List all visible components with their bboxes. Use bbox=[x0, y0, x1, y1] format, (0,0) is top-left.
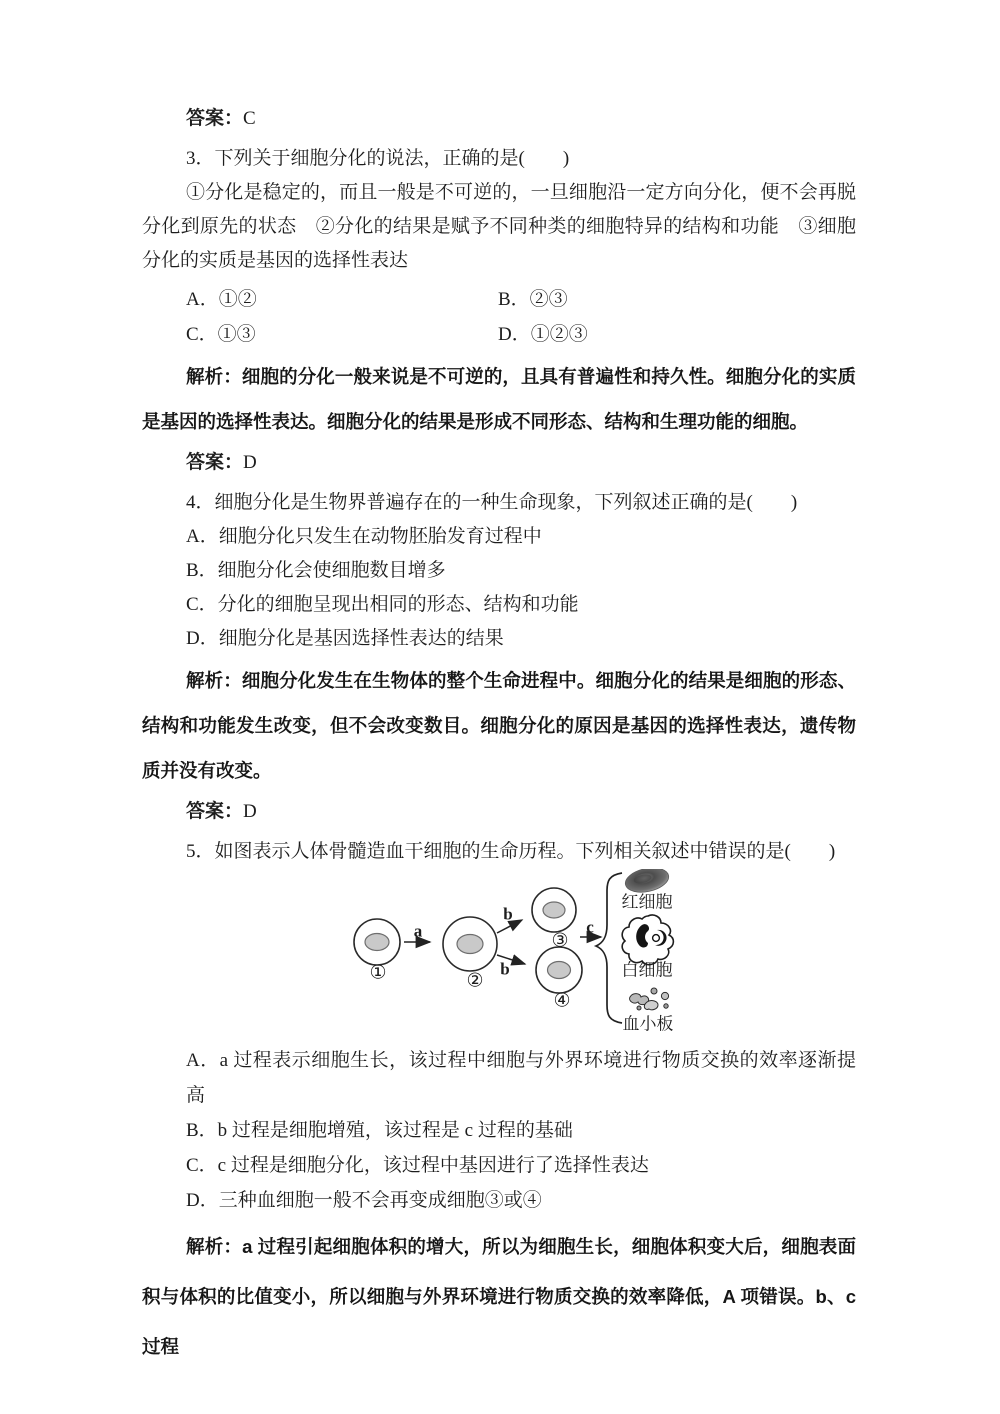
white-blood-cell-label: 白细胞 bbox=[621, 960, 673, 980]
arrow-a-label: a bbox=[413, 921, 423, 941]
q3-option-d: D．①②③ bbox=[498, 324, 588, 345]
answer-label: 答案： bbox=[186, 452, 244, 473]
q5-option-b: B．b 过程是细胞增殖，该过程是 c 过程的基础 bbox=[186, 1120, 573, 1141]
cell-2-number: ② bbox=[466, 970, 484, 992]
q3-option-c: C．①③ bbox=[186, 324, 256, 345]
arrow-c-label: c bbox=[586, 917, 594, 937]
q4-answer-line bbox=[142, 795, 856, 829]
answer-label: 答案： bbox=[186, 108, 244, 129]
q5-option-a: A．a 过程表示细胞生长，该过程中细胞与外界环境进行物质交换的效率逐渐提高 bbox=[186, 1050, 856, 1106]
stem-cell-1-icon bbox=[354, 919, 400, 965]
q5-options bbox=[142, 1043, 856, 1218]
answer-value: D bbox=[243, 801, 257, 822]
prev-answer-line bbox=[142, 102, 856, 136]
q4-stem: 4．细胞分化是生物界普遍存在的一种生命现象，下列叙述正确的是( ) bbox=[186, 492, 798, 513]
analysis-text: 细胞的分化一般来说是不可逆的，且具有普遍性和持久性。细胞分化的实质是基因的选择性表达。细胞分化的结果是形成不同形态、结构和生理功能的细胞。 bbox=[142, 366, 856, 432]
q4-option-c: C．分化的细胞呈现出相同的形态、结构和功能 bbox=[186, 594, 579, 615]
arrow-b-bottom-label: b bbox=[500, 959, 510, 979]
diagram-shapes bbox=[142, 869, 856, 1039]
analysis-text: a 过程引起细胞体积的增大，所以为细胞生长，细胞体积变大后，细胞表面积与体积的比值变小，所以细胞与外界环境进行物质交换的效率降低，A 项错误。b、c 过程 bbox=[142, 1236, 856, 1357]
cell-4-number: ④ bbox=[553, 990, 571, 1012]
q5-analysis bbox=[142, 1222, 856, 1372]
white-blood-cell-icon bbox=[622, 915, 673, 965]
worksheet-content bbox=[142, 100, 856, 1372]
q3-option-a: A．①② bbox=[186, 289, 257, 310]
q3-stem: 3．下列关于细胞分化的说法，正确的是( ) bbox=[186, 148, 570, 169]
q4-option-a: A．细胞分化只发生在动物胚胎发育过程中 bbox=[186, 526, 542, 547]
q5-stem: 5．如图表示人体骨髓造血干细胞的生命历程。下列相关叙述中错误的是( ) bbox=[186, 841, 836, 862]
brace bbox=[596, 873, 622, 1023]
q3-statements: ①分化是稳定的，而且一般是不可逆的，一旦细胞沿一定方向分化，便不会再脱分化到原先的状态 ②分化的结果是赋予不同种类的细胞特异的结构和功能 ③细胞分化的实质是基因的选择性表达 bbox=[142, 182, 856, 271]
q4-analysis bbox=[142, 658, 856, 793]
q3-analysis bbox=[142, 354, 856, 444]
q4-option-b: B．细胞分化会使细胞数目增多 bbox=[186, 560, 446, 581]
analysis-label: 解析： bbox=[186, 670, 242, 691]
q3-option-b: B．②③ bbox=[498, 289, 568, 310]
analysis-text: 细胞分化发生在生物体的整个生命进程中。细胞分化的结果是细胞的形态、结构和功能发生改变，但不会改变数目。细胞分化的原因是基因的选择性表达，遗传物质并没有改变。 bbox=[142, 670, 856, 781]
q3-answer-line bbox=[142, 446, 856, 480]
platelet-label: 血小板 bbox=[622, 1014, 674, 1034]
stem-cell-2-icon bbox=[443, 917, 497, 971]
answer-label: 答案： bbox=[186, 801, 244, 822]
analysis-label: 解析： bbox=[186, 1236, 243, 1257]
cell-1-number: ① bbox=[369, 962, 387, 984]
q5-option-d: D．三种血细胞一般不会再变成细胞③或④ bbox=[186, 1190, 542, 1211]
cell-4-icon bbox=[536, 947, 582, 993]
arrow-b-top-label: b bbox=[503, 904, 513, 924]
cell-3-icon bbox=[532, 888, 576, 932]
cell-3-number: ③ bbox=[551, 930, 569, 952]
platelet-icon bbox=[630, 988, 669, 1010]
answer-value: D bbox=[243, 452, 257, 473]
q5-diagram bbox=[142, 869, 856, 1039]
q5-option-c: C．c 过程是细胞分化，该过程中基因进行了选择性表达 bbox=[186, 1155, 649, 1176]
red-blood-cell-label: 红细胞 bbox=[621, 892, 673, 912]
answer-value: C bbox=[243, 108, 256, 129]
q4-option-d: D．细胞分化是基因选择性表达的结果 bbox=[186, 628, 504, 649]
analysis-label: 解析： bbox=[186, 366, 242, 387]
q3-options bbox=[142, 282, 856, 352]
